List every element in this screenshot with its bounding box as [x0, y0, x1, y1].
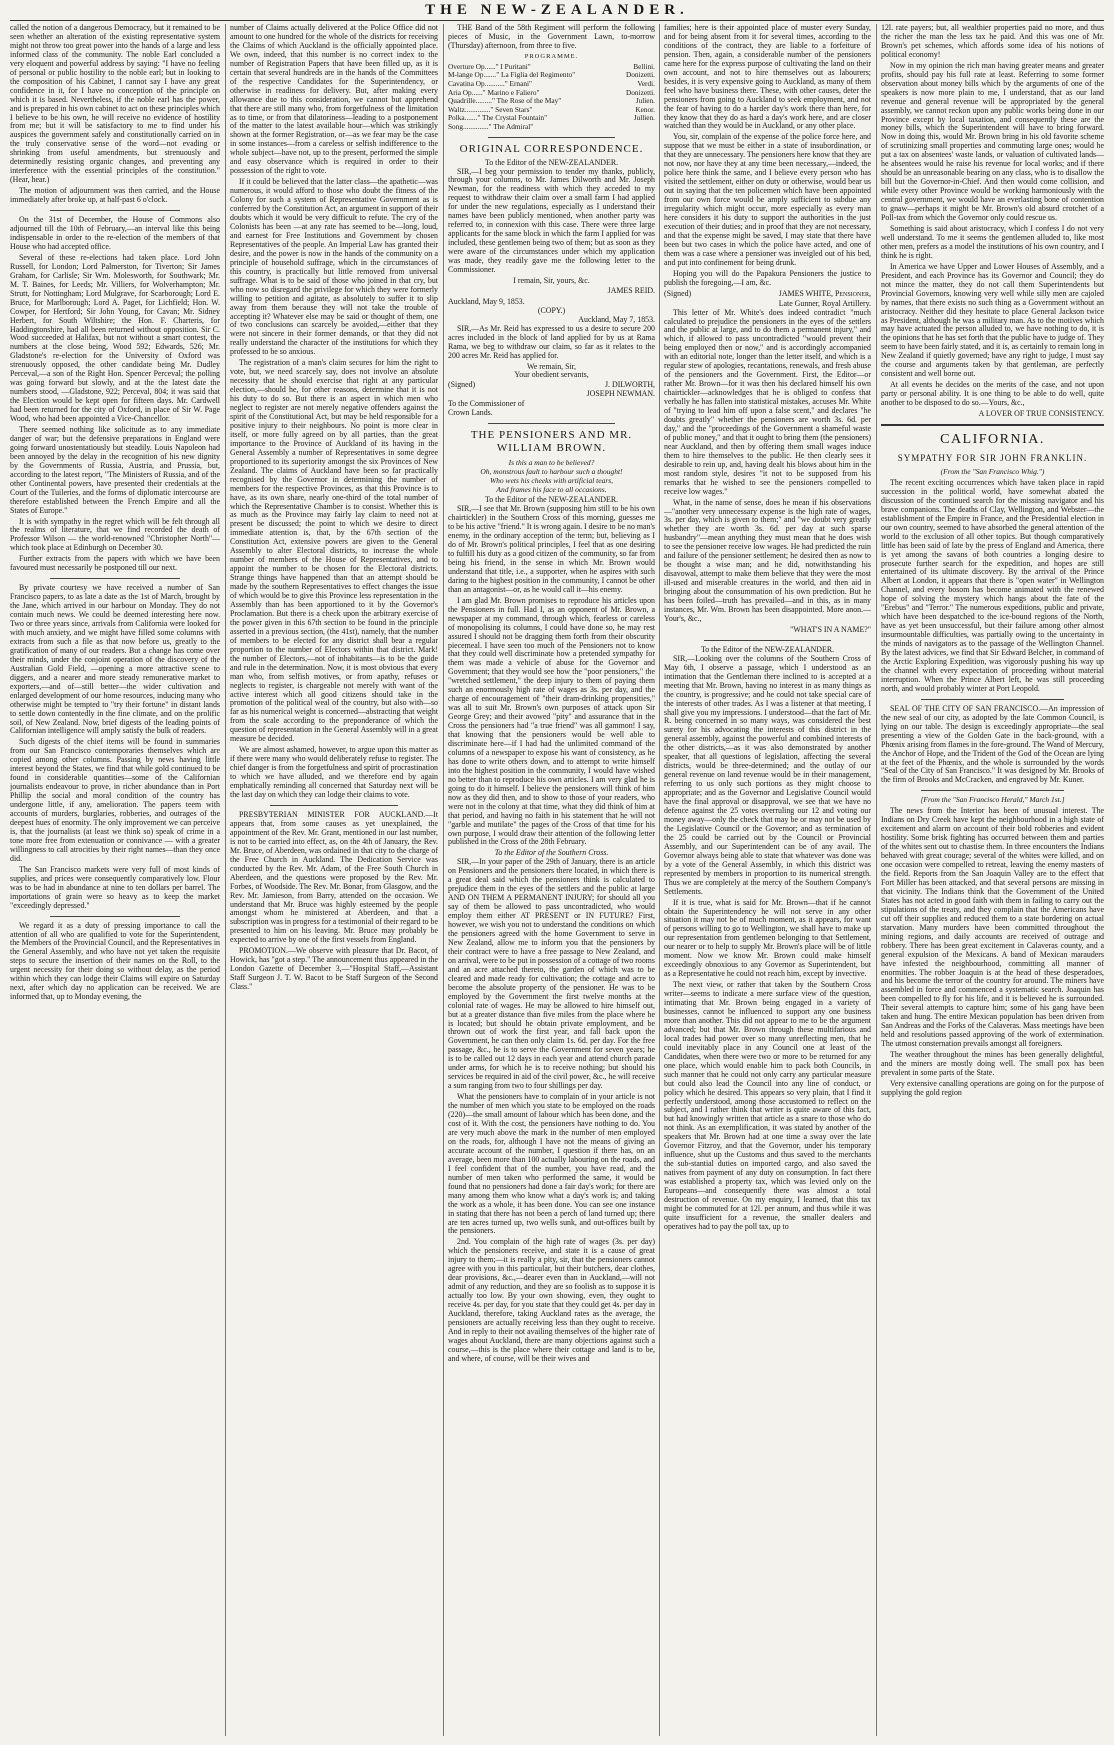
programme-piece: Cavatina Op..........." Ernani" — [448, 79, 532, 88]
separator — [50, 210, 180, 211]
section-heading: THE PENSIONERS AND MR. WILLIAM BROWN. — [470, 429, 633, 455]
copy-recipient: To the Commissioner of Crown Lands. — [448, 399, 525, 418]
masthead-rule — [10, 20, 1104, 21]
separator — [921, 790, 1064, 791]
paragraph: The registration of a man's claim secures for him the right to vote, but, we need scarcely say, does not involve an absolute necessity that he should exercise that right at any particular election,—should he, for other reasons, determine that it is not his duty to do so. But there is an aspect in which men who neglect to register are not merely negative offenders against the spirit of the Constitutional Act, but may be held responsible for a positive injury to their neighbours. No point is more clear in itself, or more fully agreed on by all parties, than the great importance to the Province of Auckland of its having in the General Assembly a number of Representatives in some degree proportioned to its superiority amongst the six Provinces of New Zealand. The claims of Auckland have been so far practically recognised by the Governor in determining the number of members for the respective Provinces, as that this Province is to have, as its own share, nearly one-third of the total number of which the Representative Chamber is to consist. Whether this is as much as the Province may fairly lay claim to need not at present be discussed; the point to which we desire to direct immediate attention is, that, by the 67th section of the Constitution Act, extensive powers are given to the General Assembly to alter Electoral districts, to increase the whole number of members of the House of Representatives, and to appoint the number to be chosen for the Electoral districts. Strange things have happened than that an attempt should be made by the southern Representatives to effect changes the issue of which would be to give this Province less representation in the Assembly than has been apportioned to it by the Governor's Proclamation. But there is a check upon the arbitrary exercise of the power given in this 67th section to be found in the principle asserted in a previous section, (the 41st), namely, that the number of members to be elected for any district shall bear a regular proportion to the number of Electors within that district. Mark! the number of Electors,—not of inhabitants—is to be the guide and rule in the determination. Now, it is most obvious that every man who, from selfish motives, or from apathy, refuses or neglects to register, is chargeable not merely with want of the active interest which all good citizens should take in the promotion of the political weal of the country, but also with—so far as his numerical weight is concerned—abstracting that weight from the scale according to the preponderance of which the question of representation in the General Assembly will in a great measure be decided. — [230, 358, 438, 744]
paragraph: SIR,—I see that Mr. Brown (supposing him still to be his own chairtickler) in the Southern Cross of this morning, guesses me to be his active "friend." It is wrong again. I desire to be no man's enemy, in the ordinary acception of the term; but, believing as I do of Mr. Brown's political principles, I feel that as one desiring to fulfill his duty as a good citizen of the community, so far from being his friend, in the sense in which Mr. Brown would understand that title, i.e., a supporter, when he aspires with such daring to the highest position in the community, I cannot be other than an antagonist—or, as he would call it—his enemy. — [448, 504, 655, 594]
paragraph: Something is said about aristocracy, which I confess I do not very well understand. To me it seems the gentlemen alluded to, like most other men, prefers as a model the institutions of his own country, and I think he is right. — [881, 223, 1104, 260]
source-credit: [From the "San Francisco Herald," March 1st.] — [920, 795, 1065, 805]
paragraph: On the 31st of December, the House of Commons also adjourned till the 10th of February,—an interval like this being indispensable in order to the re-election of the members of that House who had accepted office. — [10, 215, 220, 251]
copy-names: J. DILWORTH, JOSEPH NEWMAN. — [586, 380, 655, 399]
programme-piece: Polka......." The Crystal Fountain" — [448, 113, 548, 123]
separator — [488, 137, 615, 138]
column-divider — [443, 24, 444, 1736]
paragraph: SIR,—In your paper of the 29th of January, there is an article on Pensioners and the pensioners there located, in which there is a great deal said which the pensioners think is calculated to prejudice them in the eyes of the settlers and the public at large AND ON THEM A PERMANENT INJURY; for should all you say of them be allowed to pass uncontradicted, who would employ them either AT PRESENT or IN FUTURE? First, however, we wish you not to understand the conditions on which the pensioners agreed with the home Government to serve in New Zealand, allow me to inform you that the pensioners by their contract were to have a free passage to New Zealand, and on arrival, were to be put in possession of a cottage of two rooms and an acre attached thereto, the garden of which was to be cleared and made ready for cultivation; the cottage and acre to become the absolute property of the pensioner. He was to be employed by the Government the first twelve months at the colonial rate of wages. He may be allowed to hire himself out, but at a greater distance than five miles from the place where he is located; but should he obtain private employment, and be thrown out of work the first year, and fall back upon the Government, he can then only claim 1s. 6d. per day. For the free passage, &c., he is to serve the Government for seven years; he is to be called out 12 days in each year and attend church parade under arms, for which he is to receive nothing; but should his services be required in aid of the civil power, &c., he will receive a sum ranging from two to four shillings per day. — [448, 857, 655, 1091]
epigraph: Is this a man to be believed? Oh, monstrous fault to harbour such a thought! Who wets his cheeks with artificial tears, And frames his face to all occasions. — [480, 458, 623, 495]
seal-notice: SEAL OF THE CITY OF SAN FRANCISCO.—An impression of the new seal of our city, as adopted by the late Common Council, is lying on our table. The design is exceedingly appropriate—the seal presenting a view of the Golden Gate in the back-ground, with a Phœnix arising from flames in the fore-ground. The Wand of Mercury, the Anchor of Hope, and the Trident of the God of the Ocean are lying at the feet of the Phœnix, and the whole is surrounded by the words "Seal of the City of San Francisco." It was designed by Mr. Brooks of the firm of Brooks and McCracken, and engraved by Mr. Kuner. — [881, 703, 1104, 785]
separator — [881, 424, 1104, 426]
paragraph: The weather throughout the mines has been generally delightful, and the miners are mostly doing well. The small pox has been prevalent in some parts of the State. — [881, 1050, 1104, 1077]
column-4 — [664, 24, 871, 1736]
letter-address: To the Editor of the Southern Cross. — [494, 848, 609, 858]
paragraph: 2nd. You complain of the high rate of wages (3s. per day) which the pensioners receive, and state it is a cause of great injury to them;—it is really a pity, sir, that the pensioners cannot agree with you in this particular, but their butchers, dear clothes, dear provisions, &c.,—dearer even than in Auckland,—will not admit of any reduction, and they are so foolish as to suppose it is actually too low. By your own showing, even, they ought to receive 4s. per day, for you state that they could get 4s. per day in Auckland, therefore, taking Auckland rates as the average, the pensioners are actually receiving less than they ought to receive. And in reply to their not availing themselves of the higher rate of wages about Auckland, there are many objections against such a course,—this is the place where their cottage and land is to be, and where, of course, will be their wives and — [448, 1237, 655, 1363]
paragraph: called the notion of a dangerous Democracy, but it remained to be seen whether an alteration of the existing representative system might not throw too great power into the hands of a large and less informed class of the community. The noble Earl concluded a very eloquent and powerful address by saying: "I have no feeling of personal or public hostility to the noble earl; but in looking to the composition of his Cabinet, I cannot say I have any great confidence in it, for I have no conception of the principle on which it is based. Nevertheless, if the noble earl has the power, and is prepared in his own cabinet to act on these principles which I believe to be his own, he will receive no evidence of hostility from me; but it will be satisfactory to me to find under his auspices the government safely and constitutionally carried on in the truly conservative sense of the word—not evading or shrinking from useful amendments, but strenuously and determinedly resisting organic changes, and preventing any interference with the essential principles of the constitution." (Hear, hear.) — [10, 24, 220, 185]
programme-composer: Julien. — [635, 96, 655, 106]
paragraph: The news from the Interior has been of unusual interest. The Indians on Dry Creek have kept the neighbourhood in a high state of excitement and alarm on account of their bold robberies and evident hostility. Some brisk fighting has occurred between them and parties of the whites sent out to chastise them. In three encounters the Indians behaved with great courage; several of the whites were killed, and on one occasion were compelled to retreat, leaving the enemy masters of the field. Reports from the San Joaquin Valley are to the effect that Fort Miller has been attacked, and that several persons are missing in that vicinity. The Indians think that the Government of the United States has not acted in good faith with them in failing to carry out the stipulations of the treaty, and they complain that the Americans have cut off their supplies and reduced them to a state bordering on actual starvation. Many murders have been committed throughout the mining regions, and daily accounts are received of outrage and robbery. There has been great excitement in Calaveras county, and a general expulsion of the Mexicans. A band of Mexican marauders have infested the neighbourhood, committing all manner of enormities. The robber Joaquin is at the head of these desperadoes, and his become the terror of the country for around. The miners have assembled in force and commenced a systematic search. Joaquin has been compelled to fly for his life, and it is believed he is surrounded. Their several attempts to capture him; some of his gang have been taken and hung. The entire Mexican population has been driven from San Andreas and the Forks of the Calaveras. Mass meetings have been held and resolutions passed approving of the work of extermination. The utmost consternation prevails amongst all foreigners. — [881, 806, 1104, 1049]
paragraph: If it could be believed that the latter class—the apathetic—was numerous, it would afford to those who doubt the fitness of the Colony for such a system of Representative Government as is conferred by the Constitution Act, an argument in support of their doubts which it would be very difficult to refute. The cry of the Colonists has been —at any rate has seemed to be—long, loud, and earnest for Free Institutions and Government by chosen Representatives of the people. An Imperial Law has granted their desire, and the power is now in the hands of the community on a principle of household suffrage, which in the circumstances of this country, is practically but little removed from universal suffrage. What is to be said of those who joined in that cry, but who now so disregard the privilege for which they were formerly willing to petition and agitate, as absolutely to suffer it to slip away from them because they will not take the trouble of accepting it? Whatever else may be said or thought of them, one of two conclusions can scarcely be avoided,—either that they were not sincere in their former demands, or that they did not really understand the character of the institutions for which they professed to be so anxious. — [230, 177, 438, 357]
separator — [704, 640, 831, 641]
programme-piece: Overture Op......" I Puritani" — [448, 61, 531, 71]
programme-composer: Verdi. — [637, 79, 655, 88]
copy-date: Auckland, May 7, 1853. — [578, 314, 655, 324]
copy-close: We remain, Sir, Your obedient servants, — [514, 361, 589, 380]
programme-composer: Donizetti. — [626, 87, 655, 97]
column-3 — [448, 24, 655, 1736]
paragraph: What, in the name of sense, does he mean if his observations—"another very unnecessary expense is the high rate of wages, 3s. per day, which is given to them;" and "we doubt very greatly whether they are worth 3s. 6d. per day at such sparse husbandry"—mean anything they must mean that he does wish to see the pensioner receive low wages. He had predicted the ruin and failure of the pensioner settlement; he desired then as now to be thought a wise man; and he did, notwithstanding his disavowal, attempt to make them believe that they were the most ill-used and miserable creatures in the world, and then aid in bringing about the consummation of his own prediction. But he has been foiled—truth has prevailed—and in this, as in many instances, Mr. Wm. Brown has been disappointed. More anon.—Your's, &c., — [664, 497, 871, 623]
programme-item — [448, 123, 655, 132]
paragraph: Such digests of the chief items will be found in summaries from our San Francisco contemporaries themselves which are copied among other columns. Passing by news having little interest beyond the States, we find that while gold continued to be found in considerable quantities—some of the Californian journalists endeavour to prove, in richer abundance than in Port Phillip the social and moral condition of the country has undergone little, if any, amelioration. The papers teem with accounts of murders, burglaries, robberies, and outrages of the deepest hues of enormity. The only improvement we can perceive is, that the journalists (at least we think so) speak of crime in a tone more free from extenuation or connivance — with a greater willingness to call atrocities by their right names—than they once did. — [10, 737, 220, 863]
column-divider — [659, 24, 660, 1736]
letter-role: Late Gunner, Royal Artillery. — [778, 298, 871, 308]
paragraph: SIR,—As Mr. Reid has expressed to us a desire to secure 200 acres included in the block of land applied for by us at Rama Rama, we beg to withdraw our claim, so far as it relates to the 200 acres Mr. Reid has applied for. — [448, 323, 655, 360]
letter-signature: JAMES REID. — [607, 285, 655, 295]
paragraph: Further extracts from the papers with which we have been favoured must necessarily be postponed till our next. — [10, 554, 220, 573]
paragraph: Hoping you will do the Papakura Pensioners the justice to publish the foregoing,—I am, &c. — [664, 268, 871, 287]
paragraph: We are almost ashamed, however, to argue upon this matter as if there were many who would deliberately refuse to register. The chief danger is from the forgetfulness and spirit of procrastination to which we have alluded, and we therefore end by again emphatically reminding all concerned that Saturday next will be the last day on which they can lodge their claims to vote. — [230, 745, 438, 800]
letter-address: To the Editor of the NEW-ZEALANDER. — [484, 157, 619, 167]
section-heading: CALIFORNIA. — [940, 431, 1045, 447]
paragraph: What the pensioners have to complain of in your article is not the number of men which you state to be employed on the roads (220)—the small amount of labour which has been done, and the cost of it. With the cost, the pensioners have nothing to do. You are very much above the mark in the number of men employed on the roads, for, although I have not the means of giving an accurate account of the number, I question if there has, on an average, been more than 100 actually labouring on the roads, and I feel confident that of the number, you have read, and the number of men taken who performed the same, it would be found that no pensioners had done a fair day's work; for there are many among them who know what a day's work is; and taking the work as a whole, it has been done. You can see one instance in stating that there has not been a perch of land turned up; there are ten acres turned up, two wells sunk, and out-offices built by the pensioners. — [448, 1092, 655, 1236]
programme-composer: Jullien. — [633, 113, 655, 123]
separator — [50, 578, 180, 579]
paragraph: If it is true, what is said for Mr. Brown—that if he cannot obtain the Superintendency he will not serve in any other situation it may not be of much moment, as it appears, for want of persons willing to go to Wellington, we shall have to make up our representation from gentlemen belonging to that Settlement, our nearer or to help to supply Mr. Brown's place will be of little moment. Now we know Mr. Brown could make himself exceedingly obnoxious to any Governor as Superintendent, but as a Representative he could not reach him, except by invective. — [664, 897, 871, 979]
programme-piece: M-lange Op......." La Figlia del Regimento" — [448, 70, 576, 80]
presbyterian-notice: PRESBYTERIAN MINISTER FOR AUCKLAND.—It appears that, from some causes as yet unexplained, the appointment of the Rev. Mr. Grant, mentioned in our last number, is not to be carried into effect, as, on the 4th of January, the Rev. Mr. Bruce, of Aberdeen, was ordained in that city to the charge of the Free Church in Auckland. The Dedication Service was conducted by the Rev. Mr. Adam, of the Free South Church in Aberdeen, and the questions were proposed by the Rev. Mr. Forbes, of Woodside. The Rev. Mr. Bonar, from Glasgow, and the Rev. Mr. Jamieson, from Barry, attended on the occasion. We understand that Mr. Bruce was highly esteemed by the people amongst whom he ministered at Aberdeen, and that a subscription was in progress for a testimonial of their regard to be presented to him on his leaving. Mr. Bruce may probably be expected to arrive by one of the first vessels from England. — [230, 809, 438, 945]
paragraph: SIR,—Looking over the columns of the Southern Cross of May 6th, I observe a passage, which I understood as an intimation that the Gentleman there inclined to is accepted at a meeting that Mr. Brown, having no interest in as many things as the country, is progressive; and he could not take special care of the interests of other trades. As I was a listener at that meeting, I shall give you my impressions. I understood—that the fact of Mr. R. being concerned in so many ways, was considered the best surety for his advocating the interests of this district in the general assembly, against the powerful and combined interests of the other districts,—as it was also demonstrated by another speaker, that all questions of legislation, affecting the several districts, would be three-determined; and the outlay of our general revenue on land revenue would be in their management, referring to us only such portions as they might choose to appropriate; and as the Governor and Legislative Council would have the final approval or disapproval, we see that we have no defence against the 25 votes overruling our 12 and voting our money away—only the check that may be or may not be used by the Legislative Council or the Governor; and as termination of the 25 could be carried out by the Council or Provincial Assembly, and our Superintendent can be of any avail. The Governor always being able to state that whatever was done was by a vote of the General Assembly, in which this district was represented by members in proportion to its numerical strength. Thus we are completely at the mercy of the Southern Company's Settlements. — [664, 653, 871, 896]
separator — [50, 916, 180, 917]
separator — [270, 805, 398, 806]
paragraph: At all events he decides on the merits of the case, and not upon party or personal ability. It is one thing to be able to do well, quite another to be disposed to do so.—Yours, &c., — [881, 380, 1104, 408]
section-subheading: SYMPATHY FOR SIR JOHN FRANKLIN. — [897, 452, 1088, 463]
programme-piece: Aria Op......" Marino e Faliero" — [448, 87, 540, 97]
letter-place: Auckland, May 9, 1853. — [448, 296, 525, 306]
source-credit: (From the "San Francisco Whig.") — [940, 466, 1045, 476]
programme-title: PROGRAMME. — [524, 52, 579, 60]
column-5 — [881, 24, 1104, 1736]
paragraph: The San Francisco markets were very full of most kinds of supplies, and prices were consequently comparatively low. Flour was to be had in abundance at nine to ten dollars per barrel. The importations of grain were so heavy as to keep the market "exceedingly depressed." — [10, 864, 220, 910]
paragraph: families; here is their appointed place of muster every Sunday, and for being absent from it for several times, according to the conditions of the contract, they are liable to a forfeiture of pension. Then, again, a considerable number of the pensioners came here for the express purpose of cultivating the land on their own account, and not to hire themselves out as labourers; besides, it is very expensive going to Auckland, as many of them feel who have business there. These, with other causes, deter the pensioners from going to Auckland to seek employment, and not the fear of having to do a harder day's work there than here, for they know that they do as hard a day's work here, and are closer watched than they would be in Auckland, or any other place. — [664, 24, 871, 131]
section-heading: ORIGINAL CORRESPONDENCE. — [459, 142, 644, 155]
letter-signature: A LOVER OF TRUE CONSISTENCY. — [978, 409, 1104, 419]
letter-signature: "WHAT'S IN A NAME?" — [790, 624, 871, 634]
letter-address: To the Editor of the NEW-ZEALANDER. — [700, 644, 835, 654]
column-2 — [230, 24, 438, 1736]
paragraph: There seemed nothing like solicitude as to any immediate danger of war; but the defensive preparations in England were going forward unostentatiously but steadily. Louis Napoleon had been annoyed by the delay in the recognition of his new dignity by the Governments of Russia, Austria, and Prussia, but, according to the latest report, "The Ministers of Russia, and of the other Continental powers, have presented their credentials at the Court of the Tuileries, and the forms of diplomatic intercourse are therefore established between the French Empire and all the States of Europe." — [10, 424, 220, 515]
paragraph: Several of these re-elections had taken place. Lord John Russell, for London; Lord Palmerston, for Tiverton; Sir James Graham, for Carlisle; Sir Wm. Molesworth, for Southwark; Mr. M. T. Baines, for Leeds; Mr. Villiers, for Wolverhampton; Mr. Strutt, for Nottingham; Lord Mulgrave, for Scarborough; Lord E. Bruce, for Marlborough; Lord A. Paget, for Lichfield; Hon. W. Cowper, for Hertford; Sir John Young, for Cavan; Mr. Sidney Herbert, for South Wiltshire; the Hon. F. Charteris, for Haddingtonshire, had all been returned without opposition. Sir C. Wood succeeded at Halifax, but not without a smart contest, the numbers at the close being, Wood 592; Edwards, 526; Mr. Gladstone's re-election for the University of Oxford was strenuously opposed, the other candidate being Mr. Dudley Perceval,—a son of the Right Hon. Spencer Perceval; the polling was going forward but slowly, and at the the latest date the numbers stood, —Gladstone, 922; Perceval, 804; it was said that the Election would be kept open for fifteen days. Mr. Cardwell had been returned for the city of Oxford, in place of Sir W. Page Wood, who had been appointed a Vice-Chancellor. — [10, 252, 220, 424]
separator — [921, 699, 1064, 700]
paragraph: In America we have Upper and Lower Houses of Assembly, and a President, and each Province has its Governor and Council; they do not mince the matter, they do not call them Superintendents but Provincial Governors, knowing very well while silly men are cajoled by names, that there exists no such thing as a Government without an aristocracy. Neither did they hesitate to place General Jackson twice as President, although he was a military man. As to the motives which may have actuated the person alluded to, we have nothing to do, it is the opinions that he has set forth that the public have to judge of. They seem to have been fairly stated, and it is, as certainly to remain long in New Zealand if quietly governed; have any right to judge, I must say the course and arguments taken by that gentleman, are perfectly consistent and well borne out. — [881, 261, 1104, 379]
band-notice: THE Band of the 58th Regiment will perform the following pieces of Music, in the Government Lawn, to-morrow (Thursday) afternoon, from three to five. — [448, 24, 655, 50]
programme-composer: Bellini. — [633, 61, 655, 71]
paragraph: You, sir, complain of the expense of the police force here, and suppose that we must be either in a state of insubordination, or that they are unnecessary. The pensioners here know that they are not now, nor have they at any time been necessary,—indeed, the police here think the same, and I believe every person who has visited the settlement, either on duty or otherwise, would bear us out in saying that the ten policemen which have been appointed from our own force would be amply sufficient to subdue any irregularity which might occur, more especially as every man here considers it his duty to support the authorities in the just execution of their duties; and in proof that they are not necessary, and that the expense might be saved, I may state that there have been but two cases in which the police have acted, and one of them was a case where a pensioner was inveigled out of his bed, and put into confinement for being drunk. — [664, 132, 871, 267]
programme-composer: Kenor. — [635, 104, 655, 114]
paragraph: I am glad Mr. Brown promises to reproduce his articles upon the Pensioners in full. Had I, as an opponent of Mr. Brown, a newspaper at my command, through which, fearless or careless of monopolising its columns, I could have done so, he may rest assured I should not be dragging them forth from their obscurity piecemeal. I have seen too much of the Pensioners not to know that they could well discriminate how a pretended sympathy for them was made a vehicle of abuse for the Governor and Government; that they would see how the "poor pensioners," the "wretched settlement," the deep injury to them of paying them such an enormously high rate of wages as 3s. per day, and the charge of encouragement of "their dram-drinking propensities," was all to suit Mr. Brown's own purposes of attack upon Sir George Grey; and their avowed "pity" and assurance that in the Cross the pensioners had "a true friend" was all gammon! I say, that knowing that the pensioners would be well able to discriminate here—if I had had the unlimited command of the columns of a newspaper to expose his want of consistency, as he has done to write others down, and to attempt to write himself into the highest position in the community, I would have wished no better than to reproduce his own articles. I am very glad he is going to do it himself. I believe the pensioners will think of him now as they did then, and to show to those of your readers, who were not in the colony at that time, what they did think of him at that period, and having no faith in his statement that he will not "garble and mutilate" the pages of the Cross of that time for his own purpose, I would draw their attention of the following letter published in the Cross of the 28th February. — [448, 595, 655, 847]
programme-piece: Waltz.............." Seven Stars" — [448, 104, 533, 114]
paragraph: SIR,—I beg your permission to tender my thanks, publicly, through your columns, to Mr. James Dilworth and Mr. Joseph Newman, for the readiness with which they acceded to my request to withdraw their claim over a small farm I had applied for under the new regulations, especially as I understand their names have been publicly mentioned, when another party was referred to, in connexion with this case. There were three large applicants for the same block in which the farm I applied for was included, these gentlemen being two of them; but as soon as they were aware of the circumstances under which my application was made, they readily gave me the following letter to the Commissioner. — [448, 166, 655, 274]
programme-piece: Song.............." The Admiral" — [448, 121, 534, 131]
paragraph: By private courtesy we have received a number of San Francisco papers, to as late a date as the 1st of March, brought by the Jane, which arrived in our harbour on Monday. They do not contain much news. We could be deemed interesting here now. Two or three years since, arrivals from California were looked for with much anxiety, and we might have filled some columns with extracts from such a file as that now before us, greatly to the gratification of many of our readers. But a change has come over their minds, under the conjoint operation of the discovery of the Australian Gold Field, —opening a more attractive scene to diggers, and a nearer and more steady remunerative market to exporters,—and of—still better—the wider cultivation and enlarged development of our home resources, inducing many who otherwise might be tempted to "try their fortune" in distant lands to settle down contentedly in the fine climate, and on the prolific soil, of New Zealand. Now, brief digests of the leading points of Californian intelligence will amply satisfy the bulk of readers. — [10, 583, 220, 736]
paragraph: 12l. rate payers; but, all wealthier properties paid no more, and thus the richer the man the less tax he paid. And this was one of Mr. Brown's pet schemes, which affords some idea of his notions of political economy! — [881, 24, 1104, 59]
paragraph: It is with sympathy in the regret which will be felt through all the realms of literature, that we find recorded the death of Professor Wilson — the world-renowned "Christopher North"—which took place at Edinburgh on December 30. — [10, 516, 220, 553]
paragraph: We regard it as a duty of pressing importance to call the attention of all who are qualified to vote for the Superintendent, the Members of the Provincial Council, and the Representatives in the General Assembly, and who have not yet taken the requisite steps to secure the insertion of their names on the Roll, to the urgent necessity for their doing so without delay, as the period within which they can lodge their Claims will expire on Saturday next, after which day no application can be received. We are informed that, up to Monday evening, the — [10, 920, 220, 1002]
letter-close: I remain, Sir, yours, &c. — [513, 275, 590, 285]
paragraph: Now in my opinion the rich man having greater means and greater profits, should pay his full rate at least. Referring to some former observation about money bills which by the arguments of one of the speakers is now more plain to me, I understand, that as our land revenue and general revenue will be appropriated by the general assembly, we cannot reckon upon any public works being done in our Province except by local taxation, and consequently these are the money bills, which the Superintendent will have to bring forward. Now in doing this, would Mr. Brown bring in his old favorite scheme of scrutinizing small properties and commuting large ones; would he put a tax on absentees' waste lands, or valuation of cultivated lands—he absentees would he raise his revenue for local works; and if there should be an unreasonable bearing on any class, who is to disallow the bill but the Governor-in-Chief. And then would come collision, and while every other Province would be working harmoniously with the central government, we would have an everlasting bone of contention to gnaw—perhaps it might be Mr. Brown's old absurd crotchet of a Poll-tax from which the Governor only could rescue us. — [881, 60, 1104, 223]
paragraph: Very extensive canalling operations are going on for the purpose of supplying the gold region — [881, 1078, 1104, 1097]
programme-piece: Quadrille........." The Rose of the May" — [448, 96, 562, 106]
copy-signed: (Signed) — [448, 380, 476, 390]
programme-composer: Donizetti. — [626, 70, 655, 80]
masthead: THE NEW-ZEALANDER. — [425, 2, 689, 18]
promotion-notice: PROMOTION.—We observe with pleasure that Dr. Bacot, of Howick, has "got a step." The announcement thus appeared in the London Gazette of December 3,—"Hospital Staff,—Assistant Staff Surgeon J. T. W. Bacot to be Staff Surgeon of the Second Class." — [230, 946, 438, 992]
letter-signed: (Signed) — [664, 288, 692, 298]
letter-address: To the Editor of the NEW-ZEALANDER. — [484, 495, 619, 505]
paragraph: The motion of adjournment was then carried, and the House immediately after broke up, at half-past 6 o'clock. — [10, 186, 220, 205]
column-divider — [225, 24, 226, 1736]
letter-signature: JAMES WHITE, Pensioner, — [778, 288, 871, 298]
copy-label: (COPY.) — [537, 305, 566, 315]
paragraph: The next view, or rather that taken by the Southern Cross writer—seems to indicate a mere surface view of the question, intimating that Mr. Brown being engaged in a variety of businesses, cannot be influenced to support any one business more than another. This did not appear to me to be the argument advanced; but that Mr. Brown through these multifarious and local trades had power over so many unreflecting men, that he could inevitably place in any Council one at least of the Candidates, when there were two or more to be returned for any one place, which would enable him to pack both Councils, in such manner that he could not only carry any particular measure but could also lead the Council into any line of conduct, or policy which he desired. This appears so very plain, that I find it perfectly understood, among those accustomed to reflect on the subject, and I rather think that writer is quite aware of this fact, but had knowingly written that article as a snare to those who do not think. As an exemplification, it was stated by another of the speakers that Mr. Brown had at one time a sway over the late Governor Fitzroy, and that the Governor, under his temporary influence, shut up the Customs and thus saved to the merchants the sub-stantial duties on imported cargo, and also saved the natives from payment of any duty on consumption. In fact there was established a property tax, which was levied only on the Europeans—and consequently there was almost a total destruction of revenue. On my enquiry, I learned, that this tax might be commuted for at 12l. per annum, and thus while it was quite insufficient for a revenue, the smaller dealers and operatives had to pay the poll tax, up to — [664, 980, 871, 1231]
paragraph: number of Claims actually delivered at the Police Office did not amount to one hundred for the whole of the districts for receiving the Claims of which Auckland is the officially appointed place. We own, indeed, that this number is no correct index to the number of Registration Papers that have been filled up, as it is certain that several hundreds are in the hands of the Committees of the respective Candidates for the Superintendency, or otherwise in readiness for delivery. But, after making every allowance due to this consideration, we cannot but apprehend that there are still many who, from forgetfulness of the limitation as to time, or from that dilatoriness—leading to a postponement of the matter to the latest available hour—which was strikingly shown at the former Registration, or—as we fear may be the case in some instances—from a careless or selfish indifference to the whole subject—have not, up to the present, performed the simple and easy observance which is required in order to their possession of the right to vote. — [230, 24, 438, 176]
column-divider — [876, 24, 877, 1736]
paragraph: The recent exciting occurrences which have taken place in rapid succession in the political world, have somewhat abated the discussion of the continued search for the missing navigator and his brave companions. The deaths of Clay, Wellington, and Webster—the establishment of the Empire in France, and the Presidential election in our own country, seemed to have absorbed the general attention of the world to the exclusion of all other topics. But though comparatively little has been said of late by the press of England and America, there is yet among the savans of both countries a longing desire to prosecute further search for the expedition, and hopes are still entertained of its ultimate discovery. By the arrival of the Prince Albert at London, it appears that there is "open water" in Wellington Channel, and every bosom has become animated with the renewed hope of solving the mystery which hangs about the fate of the "Erebus" and "Terror." The numerous expeditions, public and private, which have been despatched to the ice-bound regions of the North, have as yet been unsuccessful, but their failure among other almost insurmountable difficulties, was partially owing to the uncertainty in the minds of navigators as to the passage of the Wellington Channel. By the latest advices, we find that Sir Edward Belcher, in command of the Arctic Exploring Expedition, was vigorously pushing his way up the channel with every expectation of proceeding without material interruption. When the Prince Albert left, he was still proceeding north, and would probably winter at Port Leopold. — [881, 477, 1104, 693]
programme-list — [448, 63, 655, 132]
separator — [488, 423, 615, 424]
paragraph: This letter of Mr. White's does indeed contradict "much calculated to prejudice the pensioners in the eyes of the settlers and the public at large, and to do them a permanent injury," and which, if allowed to pass uncontradicted "would prevent their being employed then or now," and is accordingly accompanied with an editorial note, longer than the letter itself, and which is a regular stew of apologies, recantations, renewals, and fresh abuse of the pensioners and the Government. First, the Editor—or rather Mr. Brown—for it was then his declared himself his own chairtickler—acknowledges that he is obliged to confess that verbally he has fallen into statistical mistakes, accuses Mr. White of "trying to lead him off upon a false scent," and declares "he doubts greatly" whether the pensioners are worth 3s. 6d. per day," and the "proceedings of the Government a shameful waste of public money," and that it ought to bring them (the pensioners) near Auckland, and then by offering them small wages induce them to hire themselves to the public. He then clearly sees it desirable to rein up, and, having dealt his blows about him in the most random style, desires "it not to be supposed from his remarks that he wished to see the pensioners compelled to receive low wages." — [664, 307, 871, 496]
column-1 — [10, 24, 220, 1736]
